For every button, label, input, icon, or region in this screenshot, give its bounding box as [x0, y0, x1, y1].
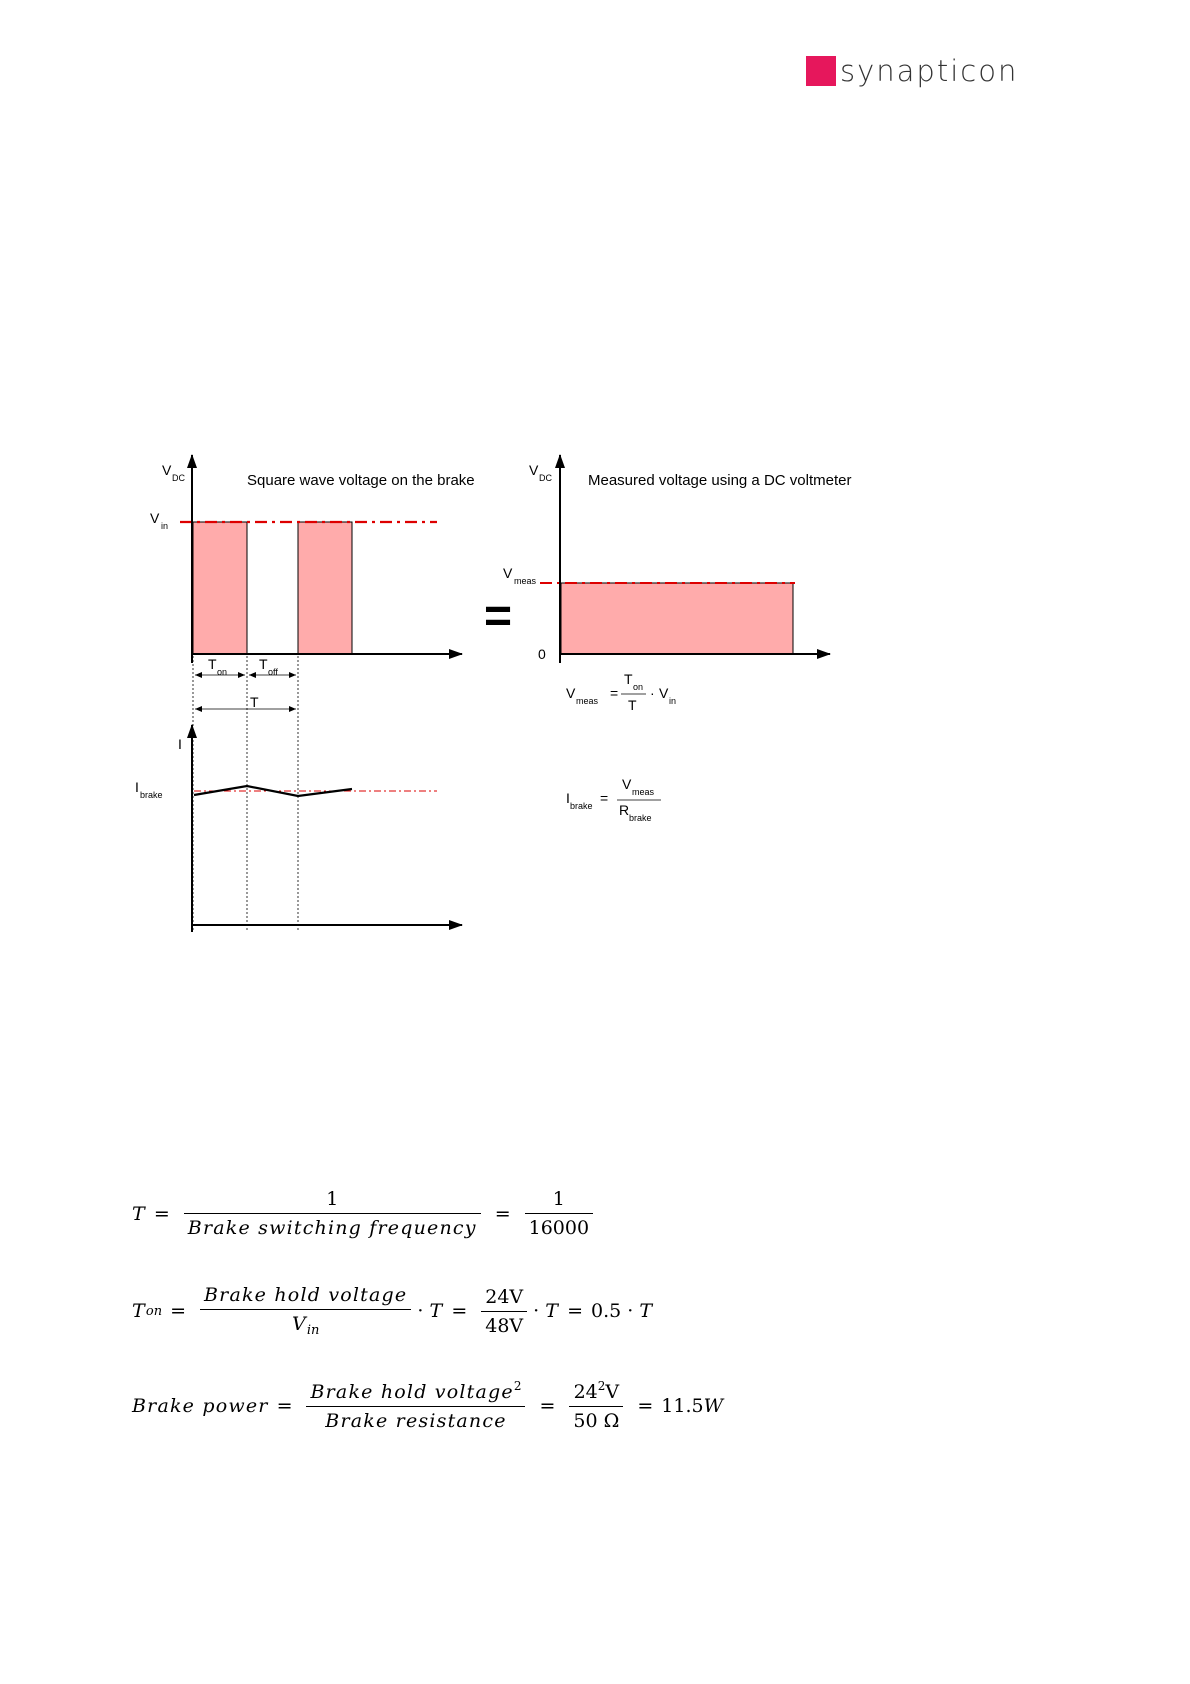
ibrake-formula: [566, 776, 661, 823]
eq3-frac2-num-sup: 2: [597, 1379, 606, 1393]
vmeas-formula-den: T: [628, 697, 637, 713]
vmeas-formula-rhs-sub: in: [669, 696, 677, 706]
pulse-1: [193, 522, 247, 654]
svg-text:=: =: [600, 790, 609, 806]
eq2-coef: 0.5: [591, 1300, 622, 1322]
ibrake-formula-num: V: [622, 776, 632, 792]
vin-label: V: [150, 510, 160, 526]
eq2-t3: T: [639, 1300, 654, 1322]
i-axis-label: I: [178, 736, 182, 752]
eq1-frac2-den: 16000: [525, 1213, 593, 1239]
right-chart-title: Measured voltage using a DC voltmeter: [588, 472, 852, 489]
y-axis-label: V: [529, 462, 539, 478]
eq2-frac1-num: Brake hold voltage: [204, 1284, 408, 1306]
eq3-frac1-num: Brake hold voltage: [310, 1381, 514, 1403]
eq2-t1: T: [429, 1300, 444, 1322]
ibrake-formula-lhs-sub: brake: [570, 801, 593, 811]
square-wave-chart: [150, 455, 475, 932]
eq3-frac1-num-wrap: [308, 1379, 523, 1406]
vmeas-formula-rhs: V: [659, 685, 669, 701]
eq3-fraction-2: [571, 1379, 621, 1432]
ibrake-sub: brake: [140, 790, 163, 800]
toff-label: T: [259, 656, 268, 672]
eq2-frac1-den: V: [291, 1313, 307, 1335]
eq3-result-num: 11.5: [661, 1394, 704, 1417]
eq2-frac2-den: 48V: [481, 1311, 527, 1337]
ibrake-formula-den: R: [619, 802, 630, 818]
vmeas-label: V: [503, 565, 513, 581]
eq1-frac1-den: Brake switching frequency: [184, 1213, 481, 1239]
left-chart-title: Square wave voltage on the brake: [247, 472, 475, 489]
equation-brake-power: Brake power = $\frac{Brake hold voltage^2}{\text{Brake resistance}}$ = $\frac{24^2V}{50 \Omega}$ = 11.5 W: [132, 1379, 725, 1432]
y-axis-sub: DC: [539, 473, 552, 483]
period-label: T: [250, 694, 259, 710]
eq1-fraction-2: [527, 1188, 591, 1239]
toff-sub: off: [268, 667, 278, 677]
dc-voltmeter-chart: [503, 455, 851, 663]
eq1-frac1-num: 1: [326, 1188, 339, 1210]
eq3-frac1-num-sup: 2: [513, 1379, 522, 1393]
eq2-frac1-den-wrap: [200, 1309, 411, 1338]
y-axis-sub: DC: [172, 473, 185, 483]
eq2-frac1-den-sub: in: [306, 1323, 320, 1338]
ripple-current-line: [194, 786, 352, 796]
pulse-2: [298, 522, 352, 654]
equals-sign: =: [484, 590, 513, 643]
eq3-frac2-num-a: 24: [573, 1381, 598, 1403]
vin-sub: in: [161, 521, 169, 531]
eq3-frac2-num-b: V: [605, 1381, 620, 1403]
svg-text:=: =: [610, 685, 619, 701]
ibrake-formula-num-sub: meas: [632, 787, 655, 797]
vmeas-formula-lhs-sub: meas: [576, 696, 599, 706]
eq2-frac2-num: 24V: [485, 1285, 524, 1308]
eq1-fraction-1: [186, 1188, 479, 1239]
vmeas-sub: meas: [514, 576, 537, 586]
vmeas-formula: [566, 671, 676, 713]
ton-sub: on: [217, 667, 228, 677]
eq2-lhs: T: [132, 1300, 146, 1322]
eq2-lhs-sub: on: [145, 1303, 163, 1319]
brake-current-chart: [135, 725, 462, 932]
vmeas-formula-lhs: V: [566, 685, 576, 701]
ibrake-formula-lhs: I: [566, 790, 570, 806]
eq2-fraction-2: [483, 1286, 525, 1337]
ibrake-formula-den-sub: brake: [629, 813, 652, 823]
y-axis-label: V: [162, 462, 172, 478]
eq2-t2: T: [545, 1300, 560, 1322]
ton-label: T: [208, 656, 217, 672]
eq2-fraction-1: [202, 1284, 409, 1338]
eq3-lhs: Brake power: [132, 1394, 269, 1417]
eq1-lhs: T: [132, 1202, 146, 1225]
eq3-frac1-den: Brake resistance: [306, 1406, 525, 1432]
ibrake-label: I: [135, 779, 139, 795]
vmeas-formula-dot: ·: [650, 685, 655, 701]
vmeas-formula-num-sub: on: [633, 682, 644, 692]
measured-area: [561, 583, 793, 654]
equation-period: T = $\frac{1}{\text{Brake switching frequency}}$ = $\frac{1}{16000}$: [132, 1188, 599, 1239]
vmeas-formula-num: T: [624, 671, 633, 687]
zero-label: 0: [538, 646, 546, 662]
eq3-frac2-num-wrap: [572, 1379, 622, 1406]
eq3-frac2-den: 50 Ω: [569, 1406, 623, 1432]
equation-on-time: T on = $\frac{\text{Brake hold voltage}}{V_{in}}$ · T = $\frac{24V}{48V}$ · T = 0.5 · T: [132, 1284, 654, 1338]
logo-text: synapticon: [840, 54, 1019, 88]
eq3-result-unit: W: [703, 1394, 725, 1417]
eq3-fraction-1: [308, 1379, 523, 1432]
eq1-frac2-num: 1: [552, 1188, 565, 1210]
